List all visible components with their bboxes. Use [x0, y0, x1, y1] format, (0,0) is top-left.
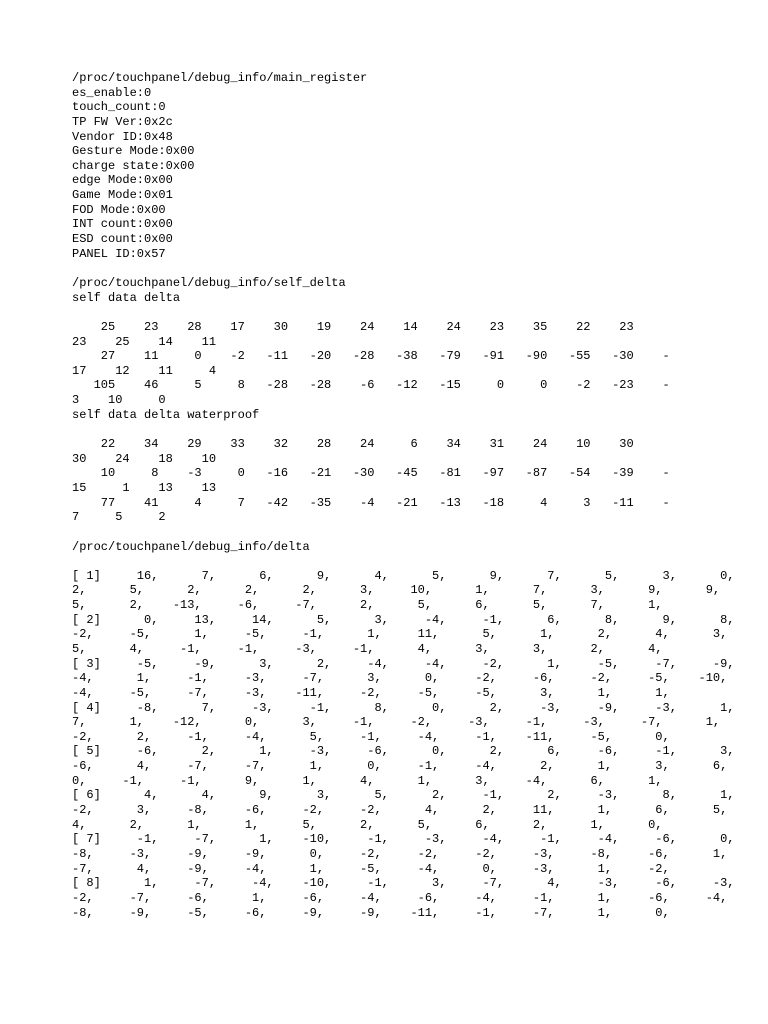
text-line: 7 5 2	[72, 510, 166, 525]
text-line: 105 46 5 8 -28 -28 -6 -12 -15 0 0 -2 -23 -	[72, 378, 670, 393]
text-line: 30 24 18 10	[72, 451, 217, 466]
text-line: 23 25 14 11	[72, 334, 217, 349]
text-line: [ 5] -6, 2, 1, -3, -6, 0, 2, 6, -6, -1, 3,	[72, 744, 735, 759]
text-line: [ 1] 16, 7, 6, 9, 4, 5, 9, 7, 5, 3, 0,	[72, 568, 735, 583]
text-line: PANEL ID:0x57	[72, 246, 166, 261]
text-line: 4, 2, 1, 1, 5, 2, 5, 6, 2, 1, 0,	[72, 817, 663, 832]
text-line: /proc/touchpanel/debug_info/delta	[72, 539, 310, 554]
text-line	[72, 554, 712, 569]
text-line: /proc/touchpanel/debug_info/self_delta	[72, 275, 346, 290]
text-line: 7, 1, -12, 0, 3, -1, -2, -3, -1, -3, -7, 1,	[72, 715, 721, 730]
text-line: Game Mode:0x01	[72, 188, 173, 203]
text-line: 10 8 -3 0 -16 -21 -30 -45 -81 -97 -87 -54 -39 -	[72, 466, 670, 481]
text-line: ESD count:0x00	[72, 232, 173, 247]
text-line: [ 2] 0, 13, 14, 5, 3, -4, -1, 6, 8, 9, 8,	[72, 612, 735, 627]
text-line: self data delta waterproof	[72, 407, 260, 422]
text-line	[72, 525, 712, 540]
text-line: touch_count:0	[72, 100, 166, 115]
text-line: [ 8] 1, -7, -4, -10, -1, 3, -7, 4, -3, -6, -3,	[72, 876, 735, 891]
text-line: -4, -5, -7, -3, -11, -2, -5, -5, 3, 1, 1,	[72, 685, 670, 700]
text-line: -8, -9, -5, -6, -9, -9, -11, -1, -7, 1, 0,	[72, 905, 670, 920]
text-line: -2, 3, -8, -6, -2, -2, 4, 2, 11, 1, 6, 5,	[72, 803, 728, 818]
text-line: [ 3] -5, -9, 3, 2, -4, -4, -2, 1, -5, -7, -9,	[72, 656, 735, 671]
text-line: Vendor ID:0x48	[72, 129, 173, 144]
text-line	[72, 305, 712, 320]
text-line: Gesture Mode:0x00	[72, 144, 195, 159]
debug-info-text-document	[72, 71, 735, 920]
text-line: -2, 2, -1, -4, 5, -1, -4, -1, -11, -5, 0,	[72, 729, 670, 744]
text-line	[72, 422, 712, 437]
text-line: FOD Mode:0x00	[72, 202, 166, 217]
text-line: [ 6] 4, 4, 9, 3, 5, 2, -1, 2, -3, 8, 1,	[72, 788, 735, 803]
text-line: [ 7] -1, -7, 1, -10, -1, -3, -4, -1, -4, -6, 0,	[72, 832, 735, 847]
text-line: 2, 5, 2, 2, 2, 3, 10, 1, 7, 3, 9, 9,	[72, 583, 721, 598]
text-line: -6, 4, -7, -7, 1, 0, -1, -4, 2, 1, 3, 6,	[72, 759, 728, 774]
text-line: 22 34 29 33 32 28 24 6 34 31 24 10 30	[72, 437, 634, 452]
text-line: 25 23 28 17 30 19 24 14 24 23 35 22 23	[72, 319, 634, 334]
text-line: 5, 2, -13, -6, -7, 2, 5, 6, 5, 7, 1,	[72, 598, 663, 613]
text-line: 3 10 0	[72, 393, 166, 408]
text-line: -4, 1, -1, -3, -7, 3, 0, -2, -6, -2, -5, -10,	[72, 671, 728, 686]
text-line: INT count:0x00	[72, 217, 173, 232]
text-line: 0, -1, -1, 9, 1, 4, 1, 3, -4, 6, 1,	[72, 773, 663, 788]
text-line: /proc/touchpanel/debug_info/main_register	[72, 71, 368, 85]
text-line: 77 41 4 7 -42 -35 -4 -21 -13 -18 4 3 -11 -	[72, 495, 670, 510]
text-line: edge Mode:0x00	[72, 173, 173, 188]
text-line: 27 11 0 -2 -11 -20 -28 -38 -79 -91 -90 -55 -30 -	[72, 349, 670, 364]
text-line: -2, -5, 1, -5, -1, 1, 11, 5, 1, 2, 4, 3,	[72, 627, 728, 642]
text-line: -2, -7, -6, 1, -6, -4, -6, -4, -1, 1, -6, -4,	[72, 890, 728, 905]
text-line: TP FW Ver:0x2c	[72, 114, 173, 129]
text-line: es_enable:0	[72, 85, 152, 100]
text-line: 5, 4, -1, -1, -3, -1, 4, 3, 3, 2, 4,	[72, 641, 663, 656]
text-line: 17 12 11 4	[72, 363, 217, 378]
text-line: [ 4] -8, 7, -3, -1, 8, 0, 2, -3, -9, -3, 1,	[72, 700, 735, 715]
text-line	[72, 261, 712, 276]
text-line: charge state:0x00	[72, 158, 195, 173]
text-line: 15 1 13 13	[72, 480, 217, 495]
text-line: -7, 4, -9, -4, 1, -5, -4, 0, -3, 1, -2,	[72, 861, 670, 876]
text-line: self data delta	[72, 290, 181, 305]
text-line: -8, -3, -9, -9, 0, -2, -2, -2, -3, -8, -6, 1,	[72, 846, 728, 861]
